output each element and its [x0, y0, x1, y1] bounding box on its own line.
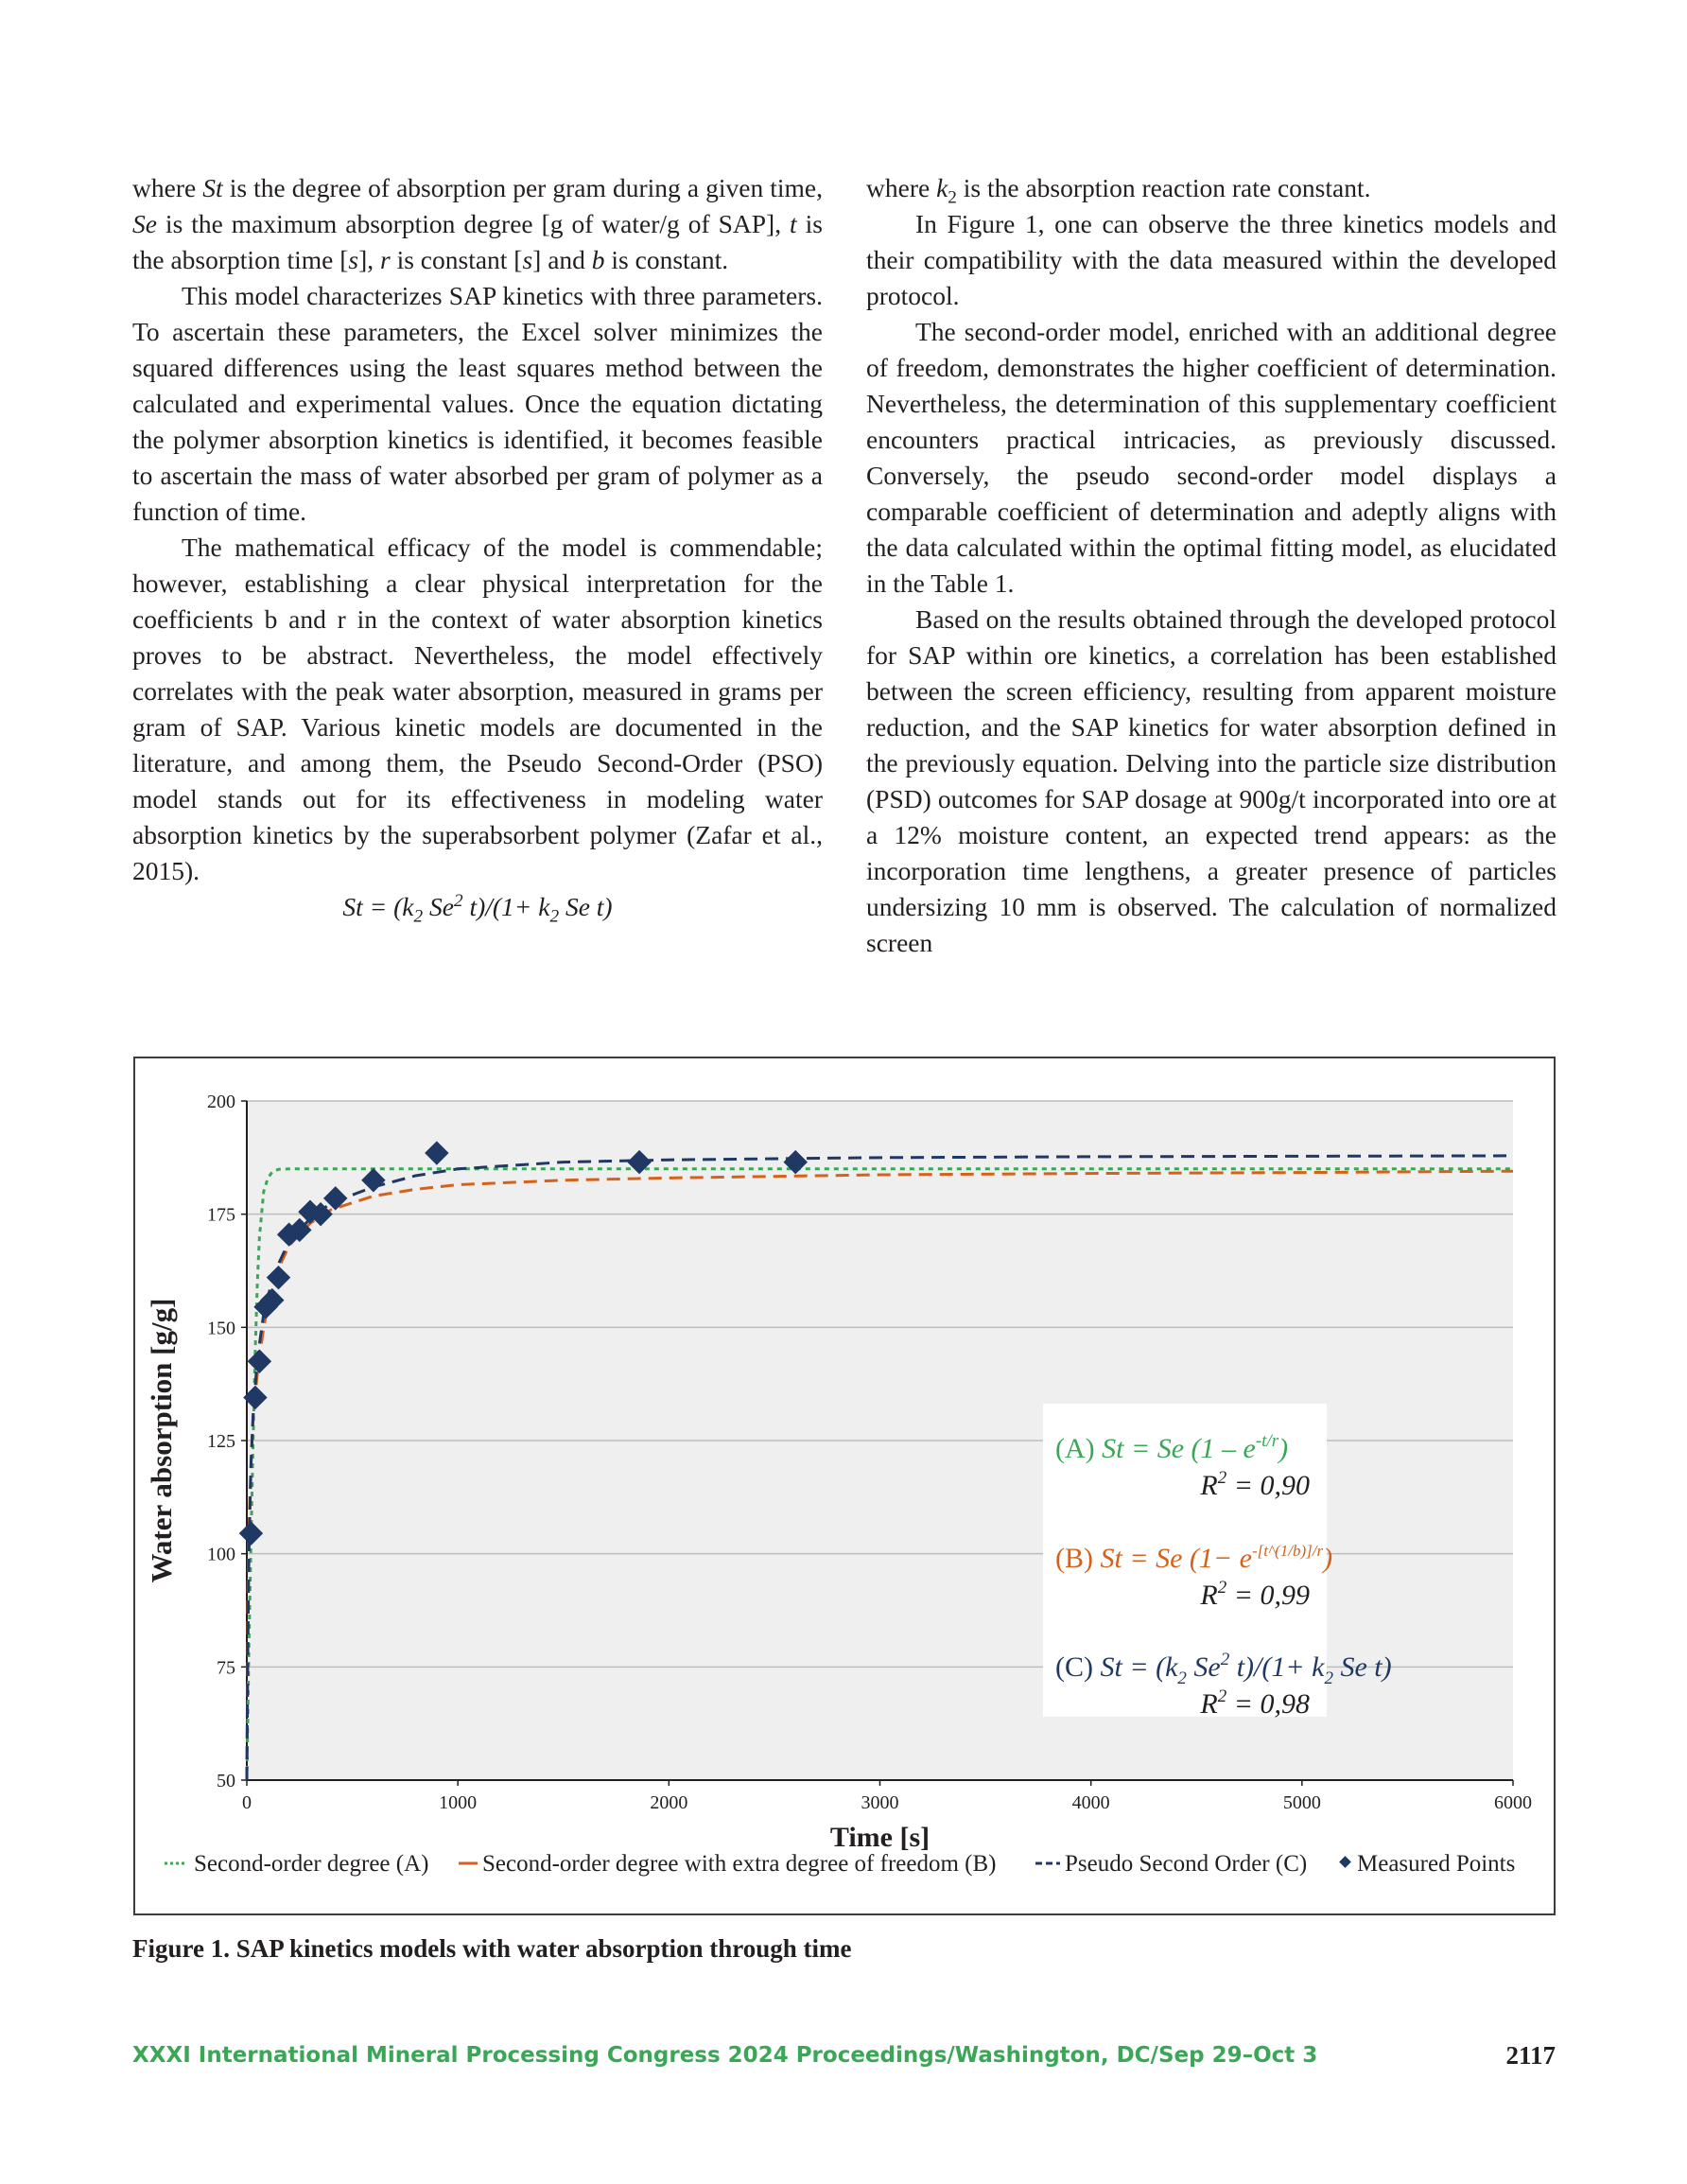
x-tick-label: 6000: [1494, 1792, 1532, 1813]
annotation-b-r2: $R^2 = 0,99$: [1200, 1578, 1310, 1611]
legend-entry-a: Second-order degree (A): [194, 1851, 429, 1877]
right-column: [866, 170, 1557, 961]
left-paragraph-1: where St is the degree of absorption per gram during a given time, Se is the maximum absorption degree [g of water/g of SAP], t is the absorption time [s], r is constant [s] and b is constant.: [132, 173, 824, 274]
annotation-b-formula: (B) St = Se $(1- e^{-[t\^{}(1/b)]/r})$: [1055, 1542, 1333, 1574]
y-tick-label: 100: [207, 1544, 235, 1565]
legend-entry-b: Second-order degree with extra degree of freedom (B): [482, 1851, 997, 1877]
x-tick-label: 1000: [439, 1792, 478, 1813]
right-paragraph-3: The second-order model, enriched with an additional degree of freedom, demonstrates the higher coefficient of determination. Nevertheless, the determination of this supplementary coefficient encounters practical intricacies, as previously discussed. Conversely, the pseudo second-order model displays a comparable coefficient of determination and adeptly aligns with the data calculated within the optimal fitting model, as elucidated in the Table 1.: [866, 317, 1557, 598]
figure-1: [133, 1057, 1556, 1915]
y-tick-label: 200: [207, 1092, 235, 1112]
legend-entry-d: Measured Points: [1357, 1851, 1516, 1877]
annotation-c-r2: $R^2 = 0,98$: [1200, 1686, 1310, 1720]
page-footer: [132, 2043, 1556, 2068]
y-tick-label: 150: [207, 1318, 235, 1339]
y-tick-label: 50: [217, 1771, 235, 1791]
left-paragraph-2: This model characterizes SAP kinetics with three parameters. To ascertain these parameters, the Excel solver minimizes the squared differences using the least squares method between the calculated and experimental values. Once the equation dictating the polymer absorption kinetics is identified, it becomes feasible to ascertain the mass of water absorbed per gram of polymer as a function of time.: [132, 281, 823, 526]
y-tick-label: 175: [207, 1204, 235, 1226]
x-tick-label: 3000: [861, 1792, 899, 1813]
x-tick-label: 4000: [1071, 1792, 1110, 1813]
right-paragraph-2: In Figure 1, one can observe the three kinetics models and their compatibility with the data measured within the developed protocol.: [866, 209, 1557, 310]
annotation-a-formula: (A) St = Se $(1 - e^{-t/r})$: [1055, 1431, 1289, 1464]
x-tick-label: 2000: [650, 1792, 688, 1813]
legend-entry-c: Pseudo Second Order (C): [1065, 1851, 1308, 1877]
x-axis-label: Time [s]: [829, 1822, 930, 1853]
footer-text: XXXI International Mineral Processing Congress 2024 Proceedings/Washington, DC/Sep 29–Oct 3: [132, 2043, 1318, 2068]
annotation-c-formula: (C) $St = (k_2$ Se$^2$ $t)/(1+ k_2$ Se t): [1055, 1650, 1392, 1688]
y-tick-label: 75: [217, 1657, 235, 1679]
y-axis-label: Water absorption [g/g]: [145, 1298, 178, 1583]
x-tick-label: 5000: [1282, 1792, 1321, 1813]
page-number: 2117: [1505, 2041, 1556, 2070]
figure-caption: Figure 1. SAP kinetics models with water absorption through time: [132, 1934, 852, 1963]
legend: [165, 1851, 1515, 1877]
legend-swatch-d: [1339, 1856, 1351, 1868]
chart: [135, 1058, 1554, 1913]
x-tick-label: 0: [242, 1792, 252, 1813]
y-tick-label: 125: [207, 1431, 235, 1452]
right-paragraph-4: Based on the results obtained through the developed protocol for SAP within ore kinetics, a correlation has been established between the screen efficiency, resulting from apparent moisture reduction, and the SAP kinetics for water absorption defined in the previously equation. Delving into the particle size distribution (PSD) outcomes for SAP dosage at 900g/t incorporated into ore at a 12% moisture content, an expected trend appears: as the incorporation time lengthens, a greater presence of particles undersizing 10 mm is observed. The calculation of normalized screen: [866, 604, 1557, 957]
left-column: [132, 170, 823, 925]
right-paragraph-1: where $k_2$ is the absorption reaction rate constant.: [866, 173, 1371, 208]
annotation-a-r2: $R^2 = 0,90$: [1200, 1468, 1310, 1501]
pso-equation: $St = (k_2$ Se$^2$ $t)/(1+ k_2$ Se t): [342, 890, 613, 927]
left-paragraph-3: The mathematical efficacy of the model is commendable; however, establishing a clear physical interpretation for the coefficients b and r in the context of water absorption kinetics proves to be abstract. Nevertheless, the model effectively correlates with the peak water absorption, measured in grams per gram of SAP. Various kinetic models are documented in the literature, and among them, the Pseudo Second-Order (PSO) model stands out for its effectiveness in modeling water absorption kinetics by the superabsorbent polymer (Zafar et al., 2015).: [132, 533, 823, 885]
